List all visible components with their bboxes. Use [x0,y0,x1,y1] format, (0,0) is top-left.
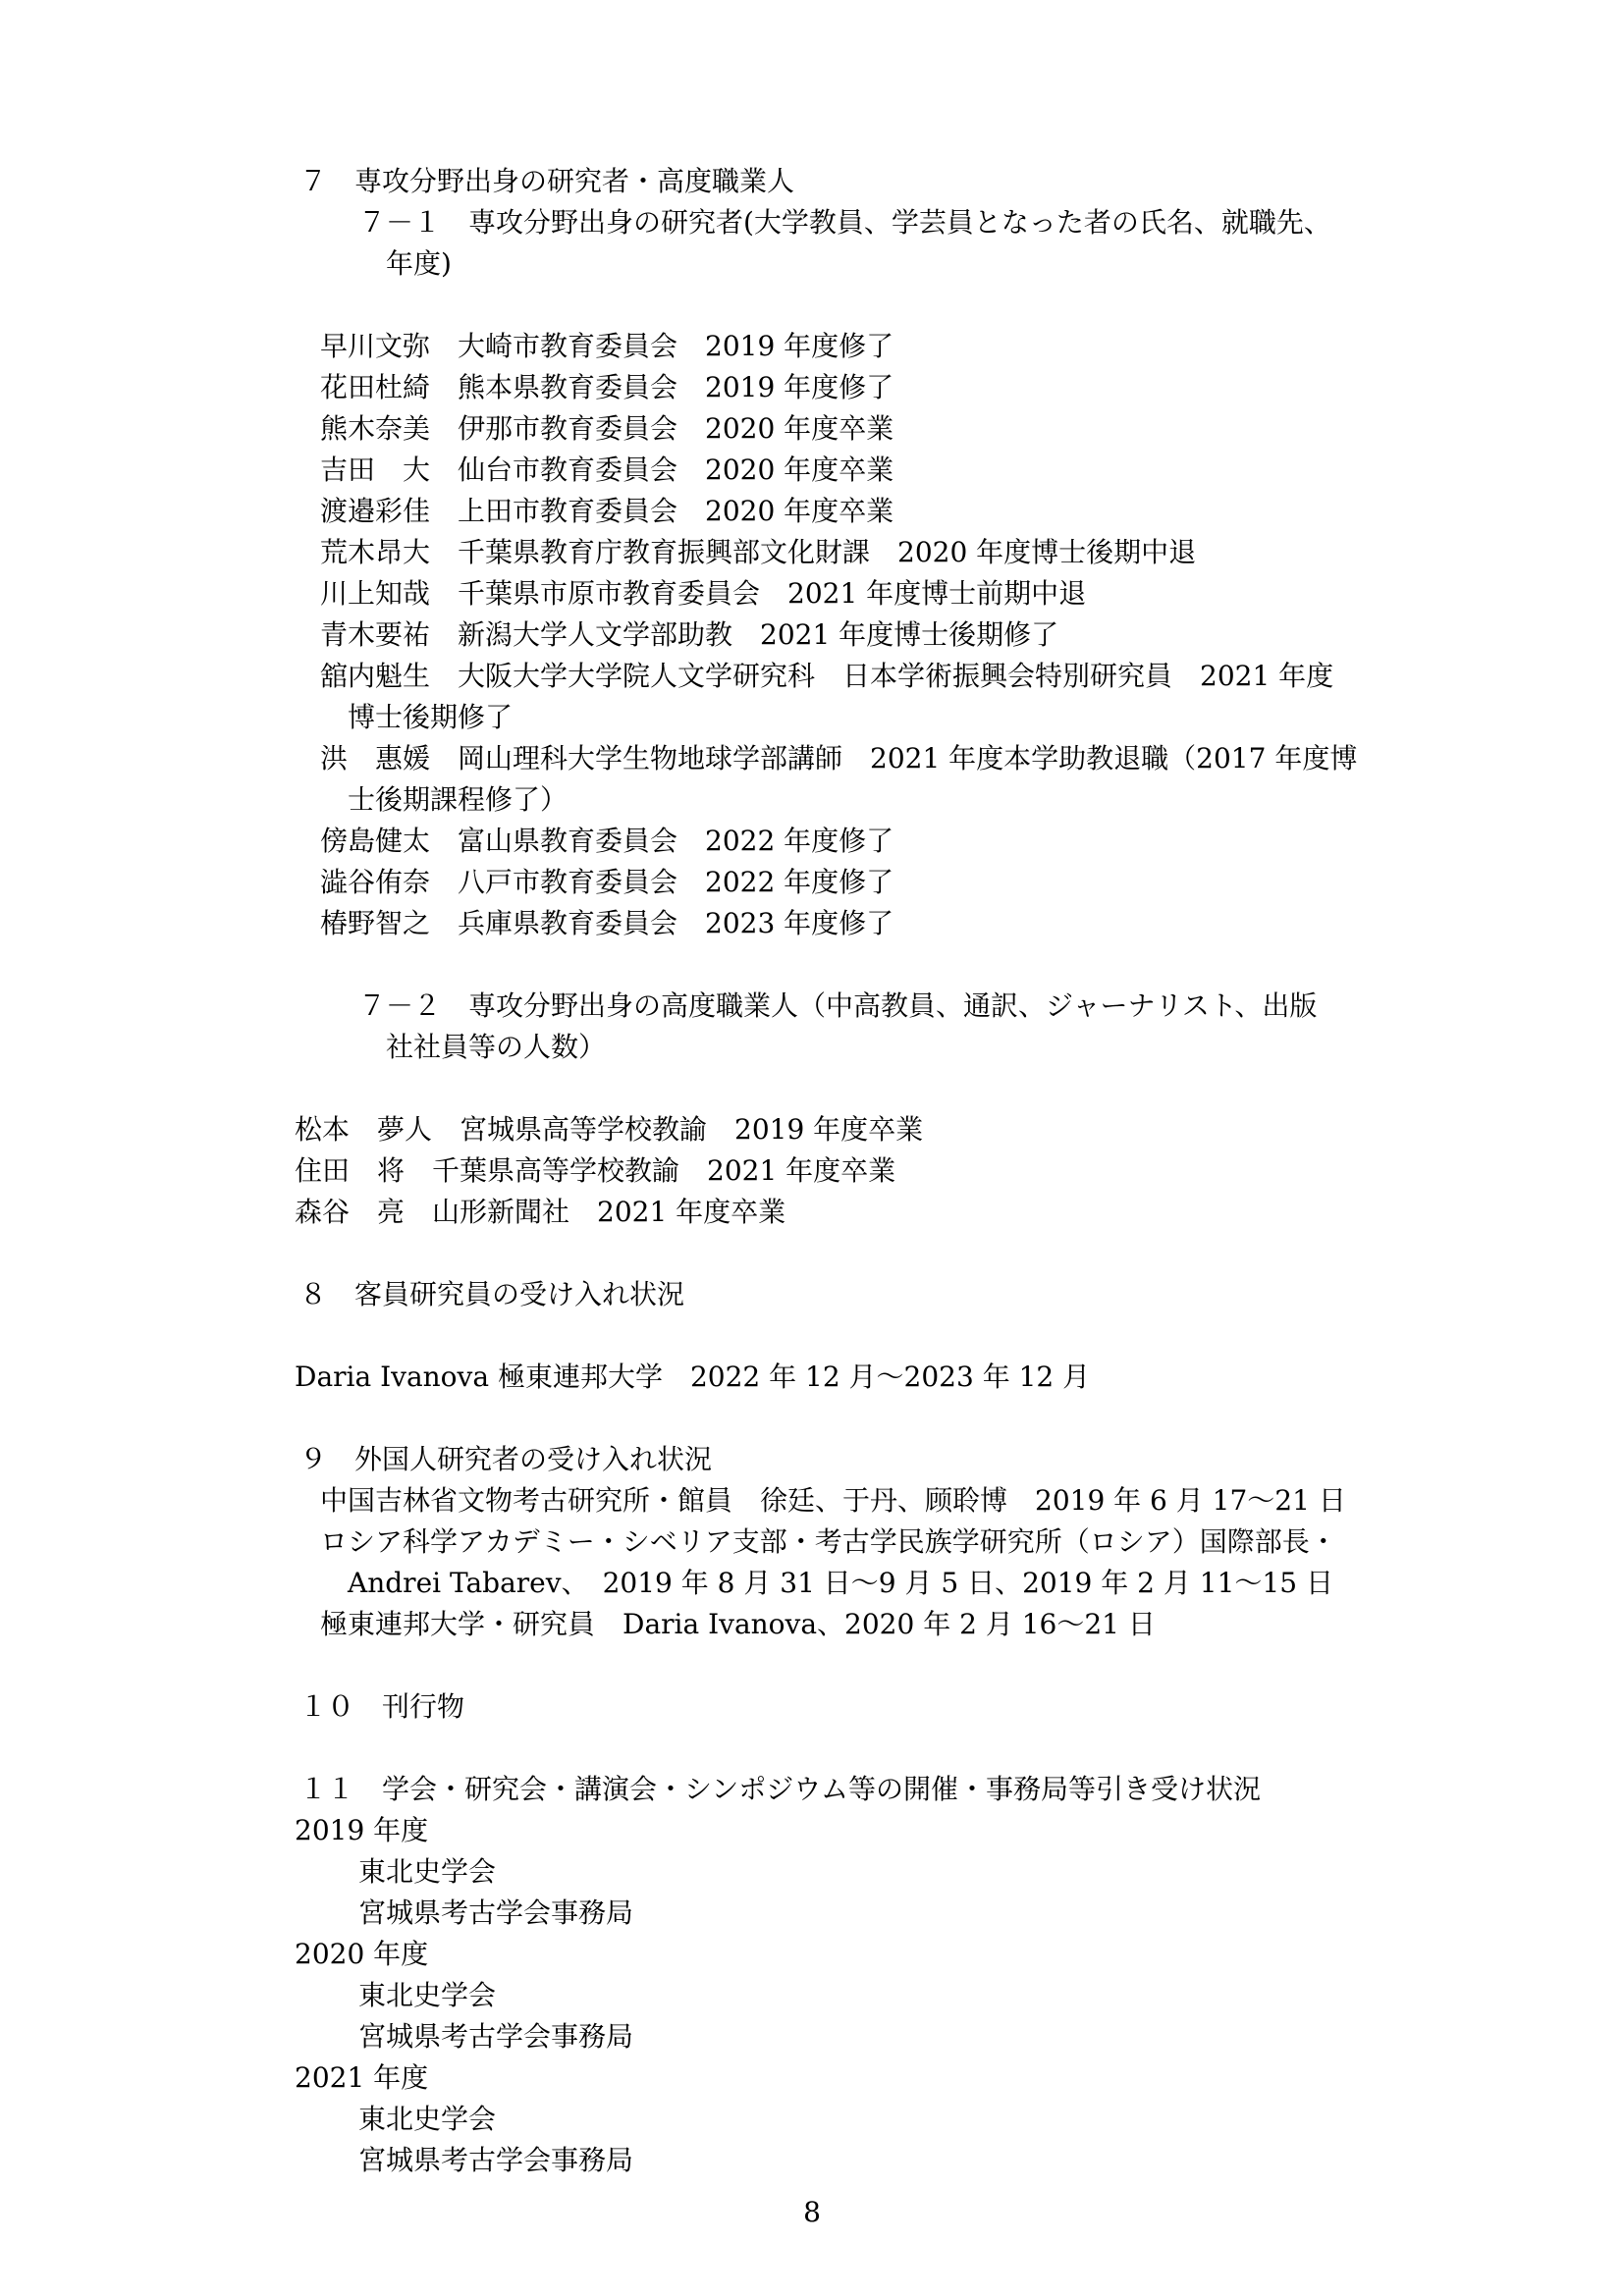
researcher-entry: 早川文弥 大崎市教育委員会 2019 年度修了 [320,330,894,362]
section-7-2-heading: ７－２ 専攻分野出身の高度職業人（中高教員、通訳、ジャーナリスト、出版 [358,989,1318,1022]
researcher-entry: 椿野智之 兵庫県教育委員会 2023 年度修了 [320,907,894,939]
event-item: 東北史学会 [358,2103,497,2135]
researcher-entry: 川上知哉 千葉県市原市教育委員会 2021 年度博士前期中退 [320,577,1087,610]
visiting-researcher-entry: Daria Ivanova 極東連邦大学 2022 年 12 月～2023 年 12 月 [295,1361,1091,1393]
researcher-entry: 洪 惠媛 岡山理科大学生物地球学部講師 2021 年度本学助教退職（2017 年度博 [320,742,1358,774]
year-label: 2020 年度 [295,1938,429,1970]
professional-entry: 住田 将 千葉県高等学校教諭 2021 年度卒業 [295,1154,896,1187]
event-item: 宮城県考古学会事務局 [358,1896,634,1929]
professional-entry: 松本 夢人 宮城県高等学校教諭 2019 年度卒業 [295,1113,924,1146]
section-11-heading: １１ 学会・研究会・講演会・シンポジウム等の開催・事務局等引き受け状況 [299,1773,1262,1805]
section-8-heading: ８ 客員研究員の受け入れ状況 [299,1278,685,1310]
foreign-researcher-entry: 極東連邦大学・研究員 Daria Ivanova、2020 年 2 月 16～21 日 [320,1608,1156,1640]
researcher-entry-cont: 博士後期修了 [348,701,514,733]
page-number: 8 [803,2196,821,2228]
researcher-entry: 渡邉彩佳 上田市教育委員会 2020 年度卒業 [320,495,894,527]
researcher-entry: 舘内魁生 大阪大学大学院人文学研究科 日本学術振興会特別研究員 2021 年度 [320,660,1334,692]
event-item: 宮城県考古学会事務局 [358,2144,634,2176]
researcher-entry: 吉田 大 仙台市教育委員会 2020 年度卒業 [320,454,894,486]
researcher-entry: 花田杜綺 熊本県教育委員会 2019 年度修了 [320,371,894,403]
researcher-entry: 青木要祐 新潟大学人文学部助教 2021 年度博士後期修了 [320,618,1059,651]
foreign-researcher-entry: ロシア科学アカデミー・シベリア支部・考古学民族学研究所（ロシア）国際部長・ [320,1525,1337,1558]
event-item: 宮城県考古学会事務局 [358,2020,634,2053]
section-7-1-heading-cont: 年度) [386,247,452,280]
professional-entry: 森谷 亮 山形新聞社 2021 年度卒業 [295,1196,786,1228]
researcher-entry: 澁谷侑奈 八戸市教育委員会 2022 年度修了 [320,866,894,898]
researcher-entry: 傍島健太 富山県教育委員会 2022 年度修了 [320,825,894,857]
section-7-2-heading-cont: 社社員等の人数） [386,1031,607,1063]
foreign-researcher-entry: 中国吉林省文物考古研究所・館員 徐廷、于丹、顾聆博 2019 年 6 月 17～21 日 [320,1484,1346,1517]
section-9-heading: ９ 外国人研究者の受け入れ状況 [299,1443,713,1475]
year-label: 2021 年度 [295,2061,429,2094]
researcher-entry: 熊木奈美 伊那市教育委員会 2020 年度卒業 [320,412,894,445]
section-7-1-heading: ７－１ 専攻分野出身の研究者(大学教員、学芸員となった者の氏名、就職先、 [358,206,1331,239]
event-item: 東北史学会 [358,1979,497,2011]
section-10-heading: １０ 刊行物 [299,1690,465,1723]
event-item: 東北史学会 [358,1855,497,1888]
researcher-entry: 荒木昂大 千葉県教育庁教育振興部文化財課 2020 年度博士後期中退 [320,536,1197,568]
year-label: 2019 年度 [295,1814,429,1846]
foreign-researcher-entry-cont: Andrei Tabarev、 2019 年 8 月 31 日～9 月 5 日、2019 年 2 月 11～15 日 [348,1567,1333,1599]
researcher-entry-cont: 士後期課程修了） [348,783,568,816]
section-7-heading: ７ 専攻分野出身の研究者・高度職業人 [299,165,795,197]
